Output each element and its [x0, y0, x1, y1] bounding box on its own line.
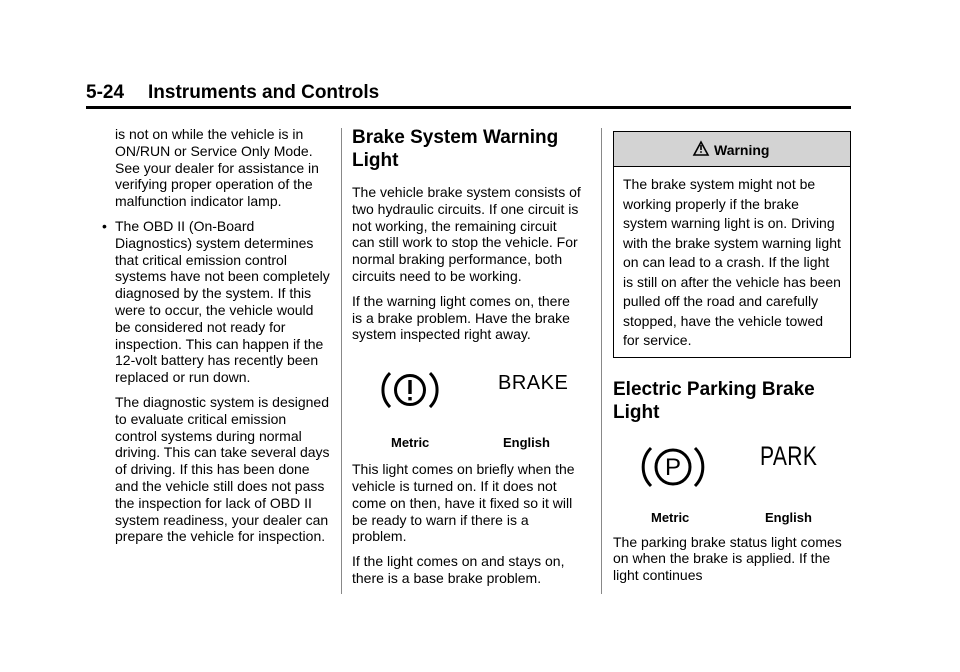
park-metric-icon — [641, 440, 705, 494]
warning-title: Warning — [714, 142, 770, 158]
col2-paragraph-4: If the light comes on and stays on, there is a base brake problem. — [352, 553, 565, 586]
col1-paragraph-1: is not on while the vehicle is in ON/RUN or Service Only Mode. See your dealer for assistance in verifying proper operation of the malfunction indicator lamp. — [115, 126, 319, 210]
brake-warning-heading: Brake System Warning Light — [352, 127, 559, 171]
brake-label-english: English — [503, 435, 550, 451]
obd-bullet-item — [102, 217, 330, 386]
obd-bullet-text: The OBD II (On-Board Diagnostics) system determines that critical emission control systems have not been completely diagnosed by the system. If this were to occur, the vehicle would be considered not ready for inspection. This can happen if the 12-volt battery has recently been replaced or run down. — [115, 217, 330, 386]
brake-english-icon: BRAKE — [498, 372, 569, 395]
parking-brake-heading: Electric Parking Brake Light — [613, 378, 815, 423]
column-divider-2 — [601, 128, 602, 594]
park-english-icon: PARK — [760, 440, 818, 471]
col2-paragraph-2: If the warning light comes on, there is a brake problem. Have the brake system inspected right away. — [352, 292, 570, 343]
park-label-metric: Metric — [651, 509, 690, 525]
park-label-english: English — [765, 509, 812, 525]
page-header — [86, 80, 851, 109]
col1-paragraph-2: The diagnostic system is designed to evaluate critical emission control systems during normal driving. This can take several days of driving. If this has been done and the vehicle still does not pass the inspection for lack of OBD II system readiness, your dealer can prepare the vehicle for inspection. — [115, 393, 330, 545]
brake-icon-labels — [352, 435, 582, 455]
col2-paragraph-3: This light comes on briefly when the vehicle is turned on. If it does not come on then, have it fixed so it will be ready to warn if there is a problem. — [352, 461, 575, 545]
warning-box — [613, 131, 851, 358]
bullet-icon: • — [102, 217, 107, 234]
column-3 — [613, 131, 853, 592]
warning-triangle-icon — [692, 139, 710, 157]
park-icon-labels — [613, 510, 853, 530]
header-title — [86, 82, 379, 104]
park-icon-row — [613, 440, 853, 510]
brake-label-metric: Metric — [391, 435, 430, 451]
page-number: 5-24 — [86, 82, 125, 103]
col2-paragraph-1: The vehicle brake system consists of two hydraulic circuits. If one circuit is not working, the remaining circuit can still work to stop the vehicle. For normal braking performance, both circuits need to be working. — [352, 184, 581, 284]
brake-icon-row — [352, 365, 582, 435]
column-divider-1 — [341, 128, 342, 594]
col3-paragraph-1: The parking brake status light comes on when the brake is applied. If the light continues — [613, 533, 842, 584]
column-1 — [102, 126, 330, 553]
column-2 — [352, 126, 582, 595]
section-title: Instruments and Controls — [148, 82, 380, 103]
brake-metric-icon — [380, 365, 440, 415]
warning-box-header — [614, 132, 850, 167]
warning-text: The brake system might not be working properly if the brake system warning light is on. Driving with the brake system warning light on can lead to a crash. If the light is still on after the vehicle has been pulled off the road and carefully stopped, have the vehicle towed for service. — [623, 176, 841, 348]
park-metric-letter: P — [664, 453, 682, 481]
